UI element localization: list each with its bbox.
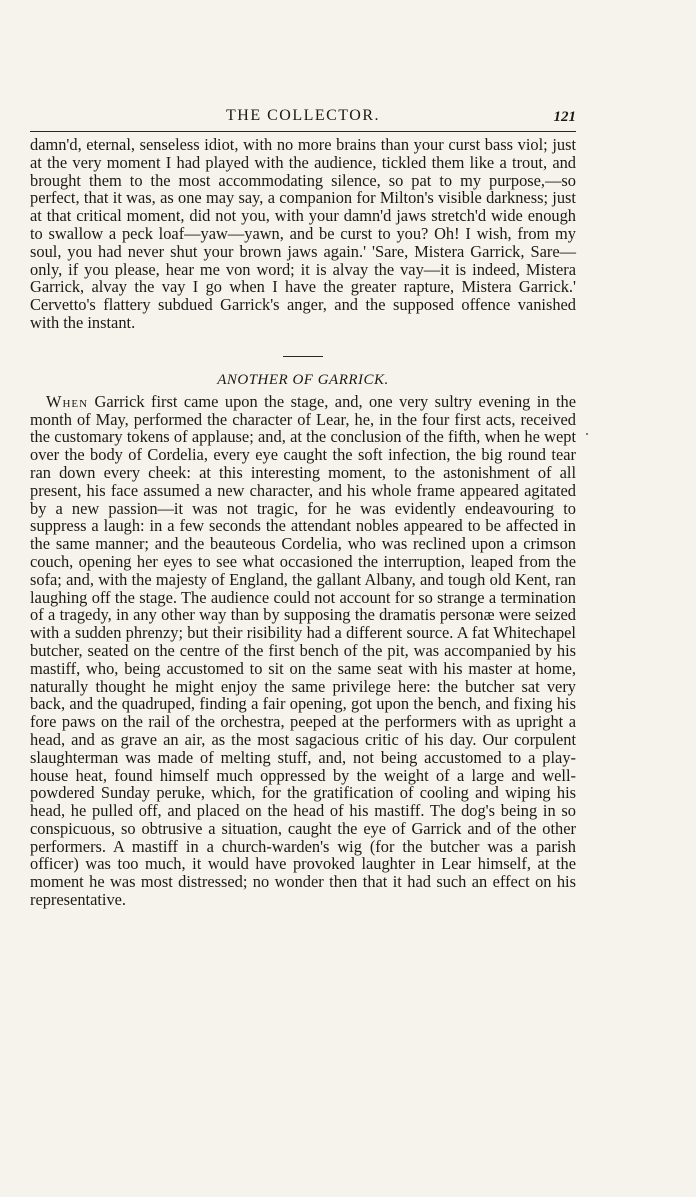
print-speck <box>586 433 588 435</box>
running-head <box>30 105 576 132</box>
opening-word: When <box>46 391 89 411</box>
page-number: 121 <box>553 109 576 125</box>
body-paragraph: damn'd, eternal, senseless idiot, with no more brains than your curst bass viol; just at the very moment I had played with the audience, tickled them like a trout, and brought them to the most accommodating silence, so pat to my purpose,—so perfect, that it was, as one may say, a companion for Milton's visible darkness; just at that critical moment, did not you, with your damn'd jaws stretch'd wide enough to swallow a peck loaf—yaw—yawn, and be curst to you? Oh! I wish, from my soul, you had never shut your brown jaws again.' 'Sare, Mistera Garrick, Sare—only, if you please, hear me von word; it is alvay the vay—it is indeed, Mistera Garrick, alvay the vay I go when I have the greater rapture, Mistera Garrick.' Cervetto's flattery subdued Garrick's anger, and the supposed offence vanished with the instant. <box>30 135 576 332</box>
section-heading: ANOTHER OF GARRICK. <box>217 371 389 388</box>
section-paragraph-text: Garrick first came upon the stage, and, one very sultry evening in the month of May, performed the character of Lear, he, in the four first acts, received the customary tokens of applause; and, at the conclusion of the fifth, when he wept over the body of Cordelia, every eye caught the soft infection, the big round tear ran down every cheek: at this interesting moment, to the astonishment of all present, his face assumed a new character, and his whole frame appeared agitated by a new passion—it was not tragic, for he was evidently endeavouring to suppress a laugh: in a few seconds the attendant nobles appeared to be affected in the same manner; and the beauteous Cordelia, who was reclined upon a crimson couch, opening her eyes to see what occasioned the interruption, leaped from the sofa; and, with the majesty of England, the gallant Albany, and tough old Kent, ran laughing off the stage. The audience could not account for so strange a termination of a tragedy, in any other way than by supposing the dramatis personæ were seized with a sudden phrenzy; but their risibility had a different source. A fat Whitechapel butcher, seated on the centre of the first bench of the pit, was accompanied by his mastiff, who, being accustomed to sit on the same seat with his master at home, naturally thought he might enjoy the same privilege here: the butcher sat very back, and the quadruped, finding a fair opening, got upon the bench, and fixing his fore paws on the rail of the orchestra, peeped at the performers with as upright a head, and as grave an air, as the most sagacious critic of his day. Our corpulent slaughterman was made of melting stuff, and, not being accustomed to a play-house heat, found himself much oppressed by the weight of a large and well-powdered Sunday peruke, which, for the gratification of cooling and wiping his head, he pulled off, and placed on the head of his mastiff. The dog's being in so conspicuous, so obtrusive a situation, caught the eye of Garrick and of the other performers. A mastiff in a church-warden's wig (for the butcher was a parish officer) was too much, it would have provoked laughter in Lear himself, at the moment he was most distressed; no wonder then that it had such an effect on his representative. <box>30 391 576 910</box>
section-divider <box>283 356 323 357</box>
section-paragraph <box>30 393 576 909</box>
running-title: THE COLLECTOR. <box>225 107 381 124</box>
book-page <box>30 105 576 909</box>
